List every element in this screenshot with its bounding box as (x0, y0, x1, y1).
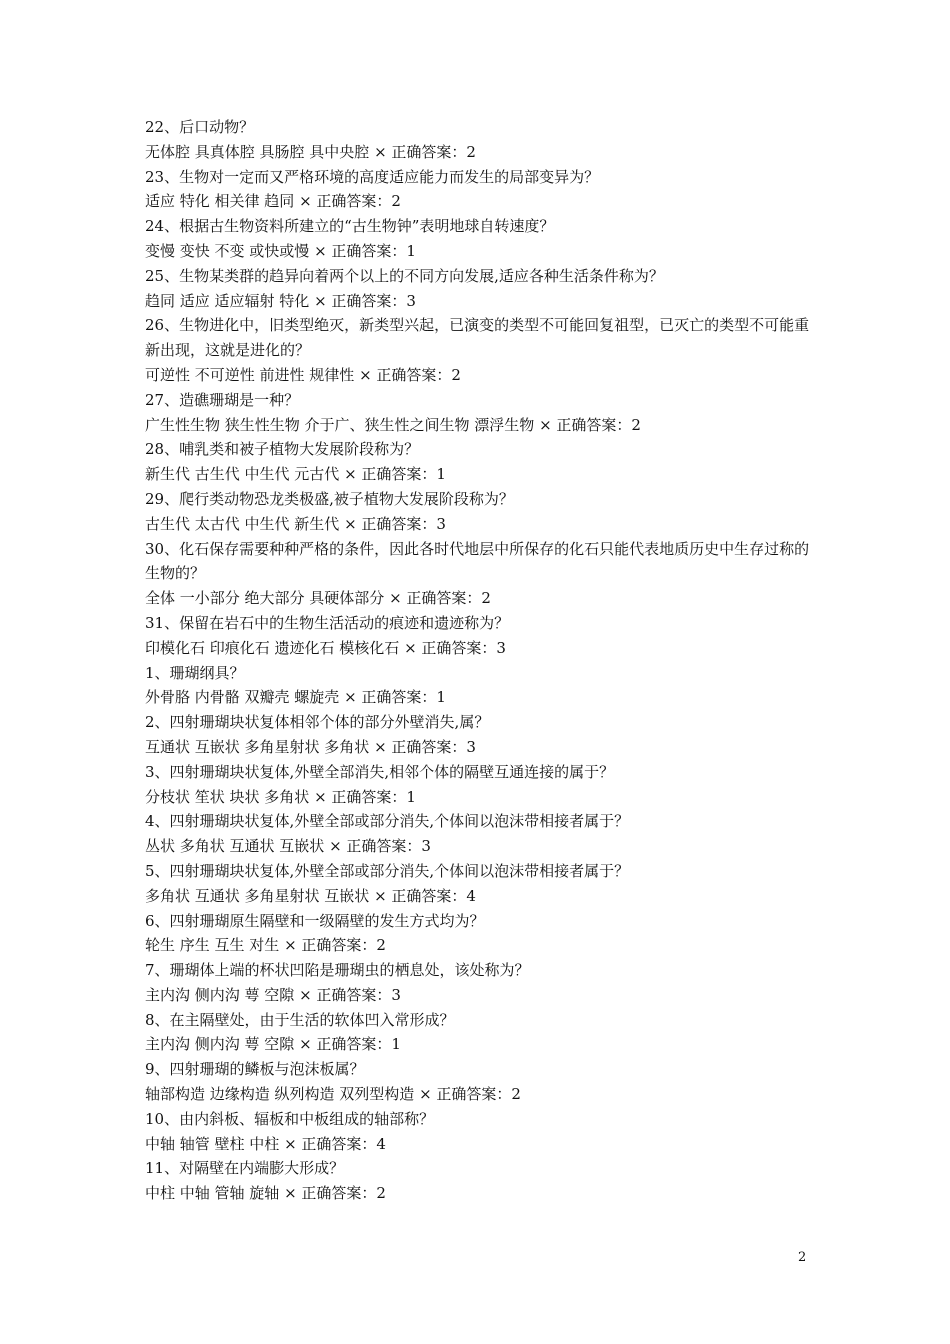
question-text: 4、四射珊瑚块状复体,外壁全部或部分消失,个体间以泡沫带相接者属于？ (145, 812, 630, 831)
answer-options: 中柱 中轴 管轴 旋轴 × 正确答案：2 (145, 1184, 386, 1203)
answer-options: 多角状 互通状 多角星射状 互嵌状 × 正确答案：4 (145, 886, 476, 905)
answer-options: 轴部构造 边缘构造 纵列构造 双列型构造 × 正确答案：2 (145, 1085, 521, 1104)
question-text: 7、珊瑚体上端的杯状凹陷是珊瑚虫的栖息处，该处称为？ (145, 961, 530, 980)
answer-options: 全体 一小部分 绝大部分 具硬体部分 × 正确答案：2 (145, 589, 491, 608)
question-text: 27、造礁珊瑚是一种？ (145, 390, 300, 409)
question-text: 5、四射珊瑚块状复体,外壁全部或部分消失,个体间以泡沫带相接者属于？ (145, 861, 630, 880)
answer-options: 主内沟 侧内沟 萼 空隙 × 正确答案：1 (145, 1035, 401, 1054)
question-text: 31、保留在岩石中的生物生活活动的痕迹和遗迹称为？ (145, 613, 510, 632)
answer-options: 新生代 古生代 中生代 元古代 × 正确答案：1 (145, 465, 446, 484)
page-number: 2 (798, 1250, 807, 1265)
question-text: 25、生物某类群的趋异向着两个以上的不同方向发展,适应各种生活条件称为？ (145, 266, 664, 285)
answer-options: 中轴 轴管 壁柱 中柱 × 正确答案：4 (145, 1134, 386, 1153)
answer-options: 丛状 多角状 互通状 互嵌状 × 正确答案：3 (145, 837, 431, 856)
answer-options: 无体腔 具真体腔 具肠腔 具中央腔 × 正确答案：2 (145, 142, 476, 161)
question-text: 24、根据古生物资料所建立的“古生物钟”表明地球自转速度？ (145, 217, 555, 236)
question-text: 26、生物进化中，旧类型绝灭，新类型兴起，已演变的类型不可能回复祖型，已灭亡的类型不可能重新出现，这就是进化的？ (145, 316, 810, 360)
question-list (145, 115, 810, 1206)
answer-options: 分枝状 笙状 块状 多角状 × 正确答案：1 (145, 787, 416, 806)
question-text: 9、四射珊瑚的鳞板与泡沫板属？ (145, 1060, 365, 1079)
question-text: 22、后口动物？ (145, 118, 255, 136)
question-text: 10、由内斜板、辐板和中板组成的轴部称？ (145, 1109, 435, 1128)
question-text: 11、对隔壁在内端膨大形成？ (145, 1159, 345, 1178)
question-text: 28、哺乳类和被子植物大发展阶段称为？ (145, 440, 420, 459)
question-text: 8、在主隔壁处，由于生活的软体凹入常形成？ (145, 1010, 455, 1029)
question-text: 30、化石保存需要种种严格的条件，因此各时代地层中所保存的化石只能代表地质历史中生存过称的生物的？ (145, 539, 810, 583)
answer-options: 主内沟 侧内沟 萼 空隙 × 正确答案：3 (145, 985, 401, 1004)
answer-options: 广生性生物 狭生性生物 介于广、狭生性之间生物 漂浮生物 × 正确答案：2 (145, 415, 641, 434)
answer-options: 印模化石 印痕化石 遗迹化石 模核化石 × 正确答案：3 (145, 638, 506, 657)
answer-options: 互通状 互嵌状 多角星射状 多角状 × 正确答案：3 (145, 737, 476, 756)
answer-options: 适应 特化 相关律 趋同 × 正确答案：2 (145, 192, 401, 211)
answer-options: 趋同 适应 适应辐射 特化 × 正确答案：3 (145, 291, 416, 310)
answer-options: 可逆性 不可逆性 前进性 规律性 × 正确答案：2 (145, 365, 461, 384)
answer-options: 古生代 太古代 中生代 新生代 × 正确答案：3 (145, 514, 446, 533)
question-text: 6、四射珊瑚原生隔壁和一级隔壁的发生方式均为？ (145, 911, 485, 930)
question-text: 23、生物对一定而又严格环境的高度适应能力而发生的局部变异为？ (145, 167, 600, 186)
answer-options: 外骨胳 内骨骼 双瓣壳 螺旋壳 × 正确答案：1 (145, 688, 446, 707)
question-text: 3、四射珊瑚块状复体,外壁全部消失,相邻个体的隔壁互通连接的属于？ (145, 762, 615, 781)
question-text: 1、珊瑚纲具？ (145, 663, 245, 682)
question-text: 2、四射珊瑚块状复体相邻个体的部分外壁消失,属？ (145, 713, 490, 732)
answer-options: 轮生 序生 互生 对生 × 正确答案：2 (145, 936, 386, 955)
answer-options: 变慢 变快 不变 或快或慢 × 正确答案：1 (145, 241, 416, 260)
question-text: 29、爬行类动物恐龙类极盛,被子植物大发展阶段称为？ (145, 489, 514, 508)
